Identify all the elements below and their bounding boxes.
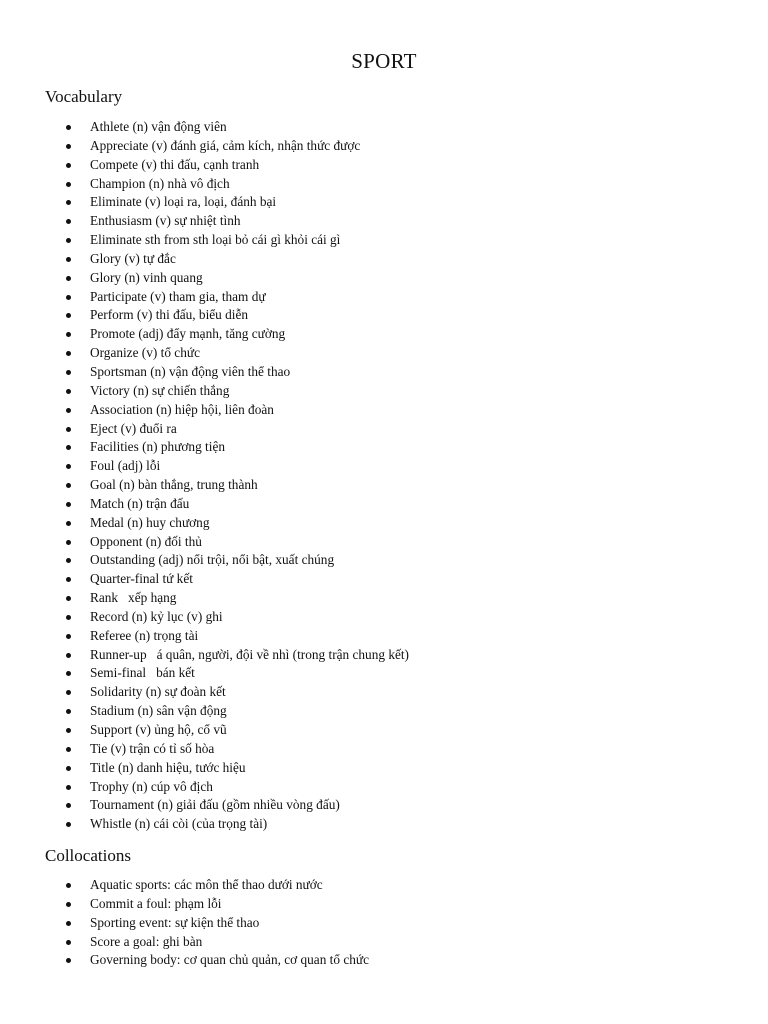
vocabulary-item-text: Enthusiasm (v) sự nhiệt tình (90, 213, 241, 229)
vocabulary-item (0, 457, 409, 476)
vocabulary-item (0, 476, 409, 495)
vocabulary-item (0, 796, 409, 815)
vocabulary-item (0, 778, 409, 797)
vocabulary-item (0, 664, 409, 683)
vocabulary-item-text: Eliminate (v) loại ra, loại, đánh bại (90, 194, 277, 210)
vocabulary-item (0, 759, 409, 778)
collocation-item-text: Governing body: cơ quan chủ quản, cơ quan tổ chức (90, 952, 370, 968)
vocabulary-item (0, 325, 409, 344)
bullet-icon (66, 803, 71, 808)
vocabulary-item-text: Champion (n) nhà vô địch (90, 175, 230, 191)
vocabulary-item (0, 438, 409, 457)
bullet-icon (66, 276, 71, 281)
bullet-icon (66, 958, 71, 963)
bullet-icon (66, 653, 71, 658)
bullet-icon (66, 445, 71, 450)
vocabulary-item (0, 608, 409, 627)
vocabulary-item (0, 156, 409, 175)
vocabulary-item-text: Whistle (n) cái còi (của trọng tài) (90, 816, 268, 832)
vocabulary-item-text: Eject (v) đuổi ra (90, 420, 177, 436)
vocabulary-item-text: Victory (n) sự chiến thắng (90, 382, 230, 398)
bullet-icon (66, 200, 71, 205)
vocabulary-item (0, 288, 409, 307)
vocabulary-item (0, 118, 409, 137)
vocabulary-item-text: Stadium (n) sân vận động (90, 703, 227, 719)
vocabulary-item-text: Title (n) danh hiệu, tước hiệu (90, 759, 246, 775)
collocation-item (0, 876, 369, 895)
vocabulary-item (0, 702, 409, 721)
page-title: SPORT (351, 49, 417, 73)
bullet-icon (66, 615, 71, 620)
bullet-icon (66, 596, 71, 601)
vocabulary-item-text: Trophy (n) cúp vô địch (90, 778, 213, 794)
vocabulary-item-text: Rank xếp hạng (90, 590, 177, 606)
collocation-item (0, 914, 369, 933)
bullet-icon (66, 785, 71, 790)
vocabulary-item (0, 212, 409, 231)
vocabulary-item-text: Opponent (n) đối thủ (90, 533, 202, 549)
vocabulary-item-text: Association (n) hiệp hội, liên đoàn (90, 401, 274, 417)
bullet-icon (66, 921, 71, 926)
vocabulary-item-text: Athlete (n) vận động viên (90, 119, 227, 134)
vocabulary-item-text: Glory (v) tự đắc (90, 250, 176, 266)
collocation-item-text: Aquatic sports: các môn thể thao dưới nước (90, 877, 323, 892)
vocabulary-item (0, 137, 409, 156)
bullet-icon (66, 464, 71, 469)
bullet-icon (66, 766, 71, 771)
vocabulary-item-text: Semi-final bán kết (90, 665, 195, 681)
bullet-icon (66, 747, 71, 752)
vocabulary-item-text: Facilities (n) phương tiện (90, 439, 225, 455)
vocabulary-item-text: Tournament (n) giải đấu (gồm nhiều vòng đấu) (90, 797, 340, 813)
collocation-item-text: Commit a foul: phạm lỗi (90, 895, 222, 911)
vocabulary-item (0, 306, 409, 325)
bullet-icon (66, 709, 71, 714)
vocabulary-item-text: Quarter-final tứ kết (90, 571, 193, 587)
collocations-heading: Collocations (45, 846, 131, 865)
bullet-icon (66, 558, 71, 563)
vocabulary-item (0, 815, 409, 834)
bullet-icon (66, 389, 71, 394)
vocabulary-item-text: Eliminate sth from sth loại bỏ cái gì khỏi cái gì (90, 232, 341, 248)
vocabulary-item (0, 420, 409, 439)
bullet-icon (66, 521, 71, 526)
vocabulary-item (0, 740, 409, 759)
vocabulary-item-text: Referee (n) trọng tài (90, 627, 199, 643)
collocation-item (0, 895, 369, 914)
vocabulary-item-text: Organize (v) tổ chức (90, 345, 200, 361)
bullet-icon (66, 634, 71, 639)
vocabulary-item (0, 363, 409, 382)
vocabulary-item-text: Foul (adj) lỗi (90, 458, 161, 474)
vocabulary-item-text: Sportsman (n) vận động viên thể thao (90, 363, 291, 379)
bullet-icon (66, 690, 71, 695)
bullet-icon (66, 483, 71, 488)
vocabulary-item-text: Match (n) trận đấu (90, 495, 190, 511)
bullet-icon (66, 144, 71, 149)
collocation-item-text: Sporting event: sự kiện thể thao (90, 914, 260, 930)
vocabulary-item-text: Tie (v) trận có tỉ số hòa (90, 740, 215, 756)
vocabulary-item-text: Runner-up á quân, người, đội về nhì (trong trận chung kết) (90, 646, 409, 662)
vocabulary-item (0, 533, 409, 552)
vocabulary-item (0, 250, 409, 269)
bullet-icon (66, 940, 71, 945)
vocabulary-item-text: Solidarity (n) sự đoàn kết (90, 684, 226, 700)
vocabulary-item-text: Goal (n) bàn thắng, trung thành (90, 477, 258, 493)
bullet-icon (66, 408, 71, 413)
bullet-icon (66, 540, 71, 545)
collocation-item (0, 951, 369, 970)
vocabulary-item (0, 401, 409, 420)
collocation-item-text: Score a goal: ghi bàn (90, 933, 203, 949)
bullet-icon (66, 238, 71, 243)
vocabulary-item (0, 551, 409, 570)
vocabulary-item-text: Perform (v) thi đấu, biểu diễn (90, 307, 249, 323)
vocabulary-item (0, 570, 409, 589)
collocation-item (0, 933, 369, 952)
vocabulary-item (0, 193, 409, 212)
vocabulary-item (0, 627, 409, 646)
bullet-icon (66, 313, 71, 318)
bullet-icon (66, 883, 71, 888)
bullet-icon (66, 902, 71, 907)
bullet-icon (66, 182, 71, 187)
vocabulary-item-text: Support (v) ủng hộ, cổ vũ (90, 722, 227, 737)
bullet-icon (66, 163, 71, 168)
vocabulary-item-text: Record (n) kỷ lục (v) ghi (90, 608, 223, 624)
vocabulary-list (0, 118, 409, 834)
bullet-icon (66, 427, 71, 432)
bullet-icon (66, 502, 71, 507)
vocabulary-item (0, 344, 409, 363)
vocabulary-item (0, 721, 409, 740)
vocabulary-item (0, 231, 409, 250)
bullet-icon (66, 728, 71, 733)
bullet-icon (66, 125, 71, 130)
vocabulary-item-text: Medal (n) huy chương (90, 514, 210, 530)
bullet-icon (66, 257, 71, 262)
vocabulary-item (0, 646, 409, 665)
vocabulary-item-text: Compete (v) thi đấu, cạnh tranh (90, 156, 260, 172)
vocabulary-item (0, 514, 409, 533)
vocabulary-item (0, 382, 409, 401)
vocabulary-item-text: Appreciate (v) đánh giá, cảm kích, nhận thức được (90, 137, 361, 153)
vocabulary-item-text: Outstanding (adj) nổi trội, nổi bật, xuất chúng (90, 552, 335, 568)
bullet-icon (66, 351, 71, 356)
vocabulary-item-text: Promote (adj) đẩy mạnh, tăng cường (90, 326, 286, 342)
vocabulary-item (0, 269, 409, 288)
vocabulary-item-text: Glory (n) vinh quang (90, 269, 203, 285)
vocabulary-heading: Vocabulary (45, 87, 123, 106)
bullet-icon (66, 577, 71, 582)
bullet-icon (66, 370, 71, 375)
vocabulary-item (0, 495, 409, 514)
bullet-icon (66, 219, 71, 224)
collocations-list (0, 876, 369, 970)
vocabulary-item (0, 683, 409, 702)
bullet-icon (66, 332, 71, 337)
vocabulary-item (0, 175, 409, 194)
vocabulary-item (0, 589, 409, 608)
bullet-icon (66, 671, 71, 676)
bullet-icon (66, 822, 71, 827)
vocabulary-item-text: Participate (v) tham gia, tham dự (90, 288, 266, 304)
bullet-icon (66, 295, 71, 300)
